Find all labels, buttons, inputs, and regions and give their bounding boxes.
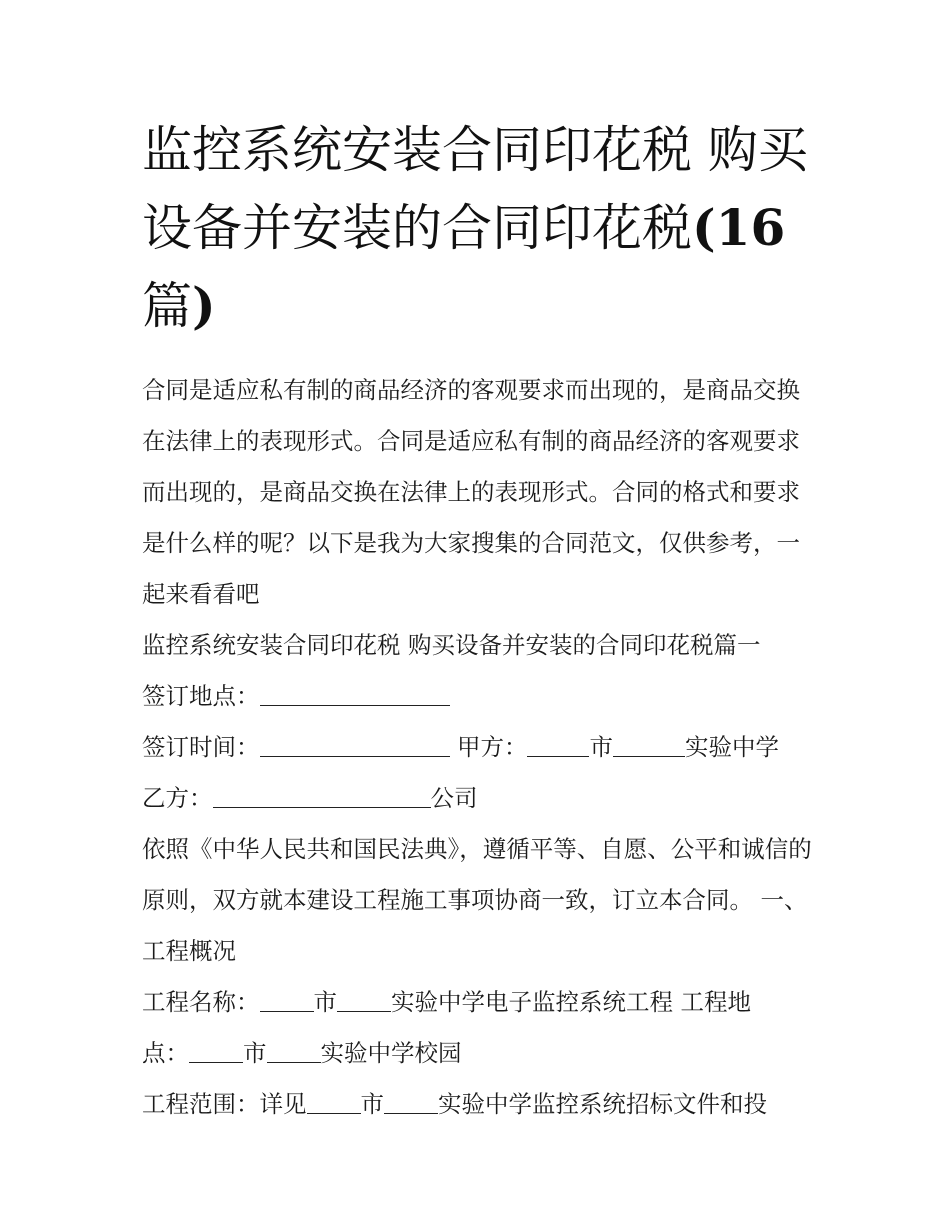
sign-time-blank: [260, 733, 450, 758]
city-label: 市: [589, 733, 613, 761]
title-count-unit: 篇: [142, 277, 192, 335]
party-b-line: [142, 773, 822, 824]
sign-time-line: [142, 722, 822, 773]
party-a-school-blank: [613, 733, 685, 758]
project-name-label: 工程名称：: [142, 988, 260, 1016]
project-scope-suffix: 实验中学监控系统招标文件和投: [438, 1090, 767, 1118]
sign-place-label: 签订地点：: [142, 682, 260, 710]
school-suffix: 实验中学: [684, 733, 779, 761]
title-count-open: (16: [692, 198, 786, 257]
project-name-city-blank: [260, 988, 314, 1013]
project-name-school-blank: [337, 988, 391, 1013]
project-location-school-blank: [267, 1039, 321, 1064]
document-title: [142, 112, 822, 345]
project-scope-line: [142, 1079, 822, 1130]
project-name-line: [142, 977, 822, 1079]
title-count-close: ): [192, 276, 216, 335]
intro-paragraph: 合同是适应私有制的商品经济的客观要求而出现的，是商品交换在法律上的表现形式。合同是适应私有制的商品经济的客观要求而出现的，是商品交换在法律上的表现形式。合同的格式和要求是什么样的呢？以下是我为大家搜集的合同范文，仅供参考，一起来看看吧: [142, 376, 800, 608]
project-location-city-blank: [189, 1039, 243, 1064]
project-scope-label: 工程范围：详见: [142, 1090, 307, 1118]
document-page: [142, 112, 822, 1130]
document-body: [142, 365, 822, 1130]
project-scope-school-blank: [384, 1090, 438, 1115]
city-label: 市: [243, 1039, 267, 1067]
basis-paragraph: 依照《中华人民共和国民法典》，遵循平等、自愿、公平和诚信的原则，双方就本建设工程施工事项协商一致，订立本合同。 一、工程概况: [142, 835, 812, 965]
sign-time-label: 签订时间：: [142, 733, 260, 761]
project-name-suffix: 实验中学电子监控系统工程 工程地: [391, 988, 751, 1016]
party-a-city-blank: [527, 733, 589, 758]
company-suffix: 公司: [430, 784, 478, 812]
party-a-label: 甲方：: [449, 733, 528, 761]
project-location-prefix: 点：: [142, 1039, 189, 1067]
city-label: 市: [313, 988, 337, 1016]
project-location-suffix: 实验中学校园: [320, 1039, 462, 1067]
city-label: 市: [360, 1090, 384, 1118]
party-b-label: 乙方：: [142, 784, 213, 812]
project-scope-city-blank: [307, 1090, 361, 1115]
sign-place-blank: [260, 682, 450, 707]
sign-place-line: [142, 671, 822, 722]
party-b-blank: [213, 784, 431, 809]
section-heading: 监控系统安装合同印花税 购买设备并安装的合同印花税篇一: [142, 631, 761, 659]
title-text: 监控系统安装合同印花税 购买设备并安装的合同印花税: [142, 121, 808, 257]
